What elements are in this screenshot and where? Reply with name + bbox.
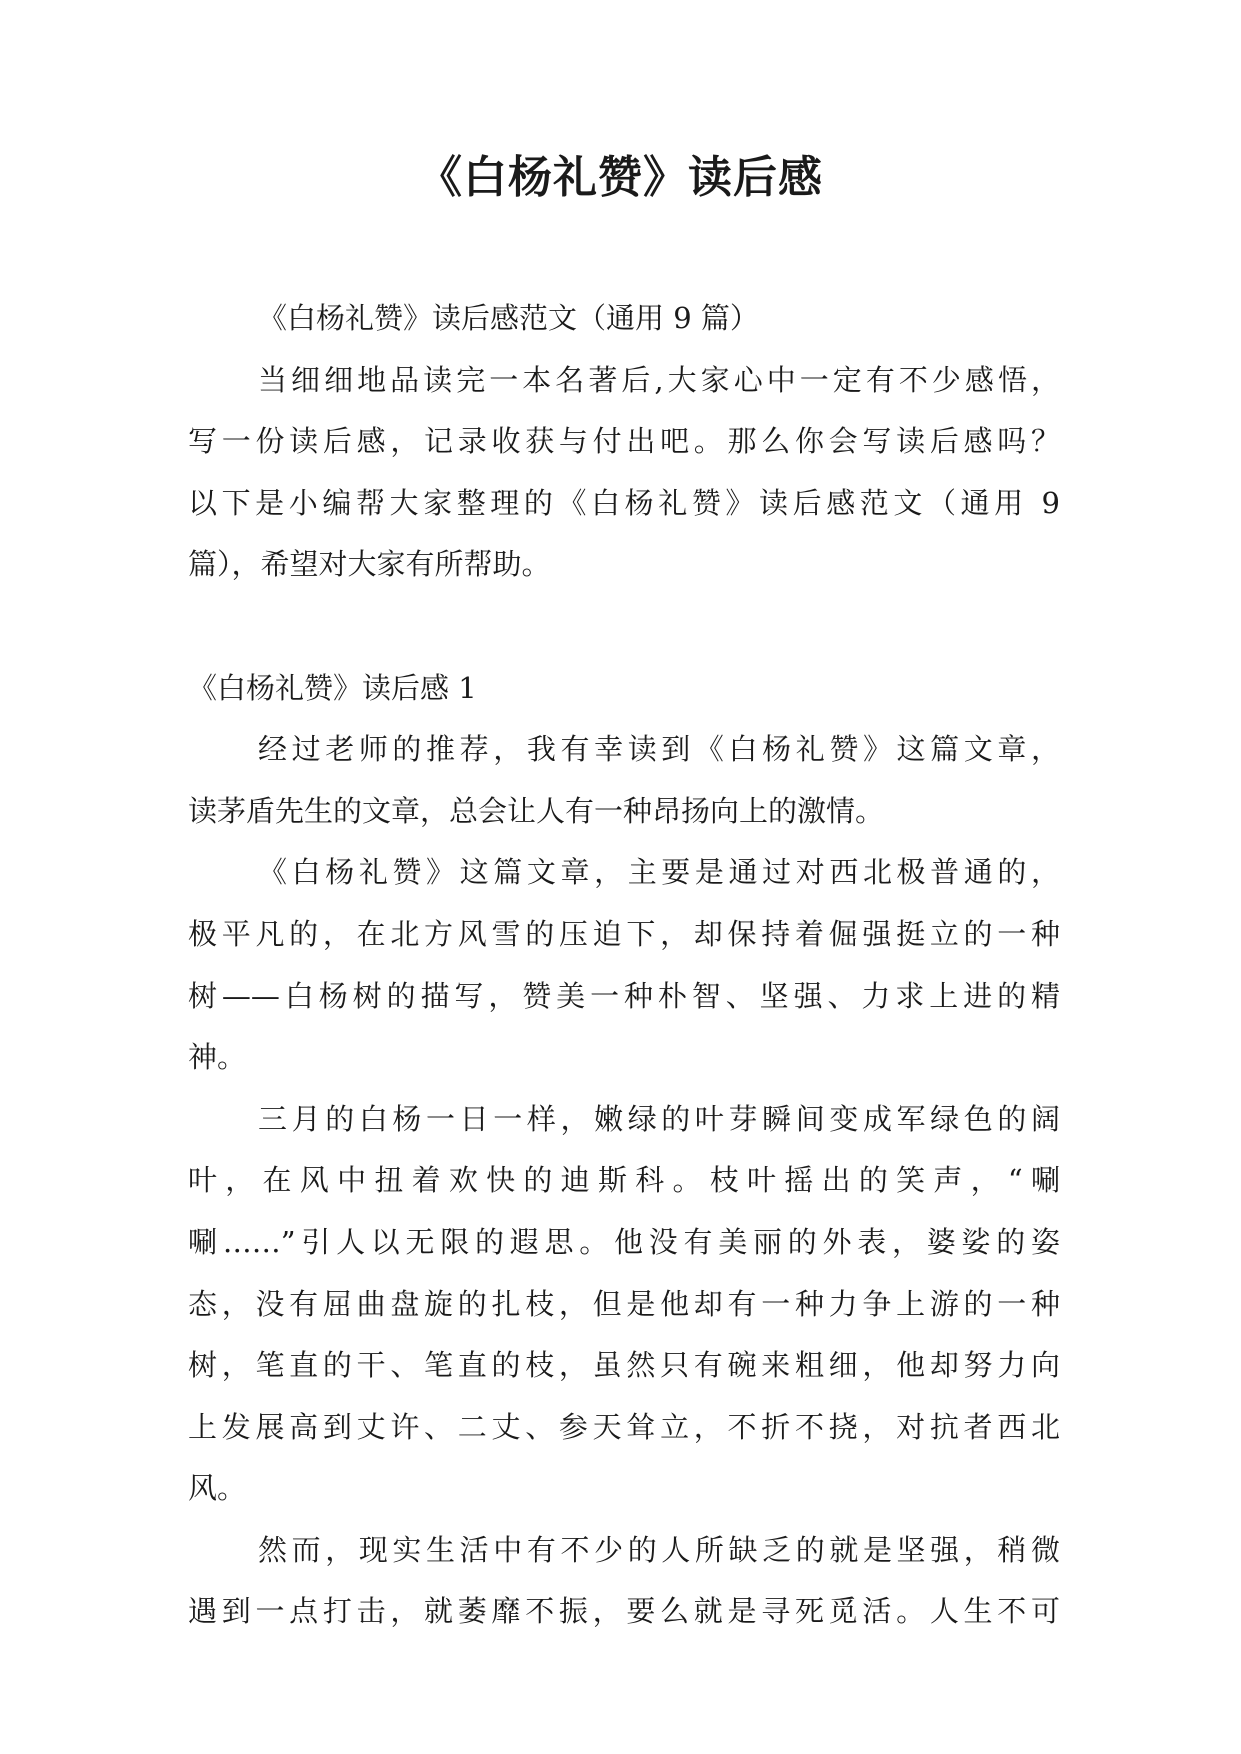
intro-line: 以下是小编帮大家整理的《白杨礼赞》读后感范文（通用 9: [188, 485, 1060, 520]
paragraph-line: 读茅盾先生的文章，总会让人有一种昂扬向上的激情。: [188, 793, 885, 828]
paragraph-line: 经过老师的推荐，我有幸读到《白杨礼赞》这篇文章，: [258, 732, 1060, 767]
paragraph-line: 上发展高到丈许、二丈、参天耸立，不折不挠，对抗者西北: [188, 1409, 1060, 1444]
paragraph-line: 神。: [188, 1040, 247, 1075]
paragraph-gap: [188, 596, 1060, 658]
paragraph-line: 然而，现实生活中有不少的人所缺乏的就是坚强，稍微: [258, 1532, 1060, 1567]
paragraph-line: 唰……”引人以无限的遐思。他没有美丽的外表，婆娑的姿: [188, 1224, 1060, 1259]
body-paragraph: [188, 842, 1060, 1088]
paragraph-line: 树——白杨树的描写，赞美一种朴智、坚强、力求上进的精: [188, 978, 1060, 1013]
document-body: [188, 288, 1060, 1643]
body-paragraph: [188, 719, 1060, 842]
body-paragraph: [188, 1089, 1060, 1520]
paragraph-line: 态，没有屈曲盘旋的扎枝，但是他却有一种力争上游的一种: [188, 1286, 1060, 1321]
intro-line: 写一份读后感，记录收获与付出吧。那么你会写读后感吗？: [188, 424, 1060, 459]
body-paragraph: [188, 1520, 1060, 1643]
document-title: 《白杨礼赞》读后感: [418, 152, 823, 203]
intro-paragraph: [188, 350, 1060, 596]
paragraph-line: 三月的白杨一日一样，嫩绿的叶芽瞬间变成军绿色的阔: [258, 1101, 1060, 1136]
paragraph-line: 遇到一点打击，就萎靡不振，要么就是寻死觅活。人生不可: [188, 1594, 1060, 1629]
intro-line: 篇），希望对大家有所帮助。: [188, 547, 551, 582]
section-heading: 《白杨礼赞》读后感 1: [188, 670, 477, 705]
paragraph-line: 风。: [188, 1471, 247, 1506]
paragraph-line: 《白杨礼赞》这篇文章，主要是通过对西北极普通的，: [258, 855, 1060, 890]
document-subtitle: 《白杨礼赞》读后感范文（通用 9 篇）: [258, 301, 759, 335]
intro-line: 当细细地品读完一本名著后,大家心中一定有不少感悟，: [258, 362, 1060, 397]
paragraph-line: 叶，在风中扭着欢快的迪斯科。枝叶摇出的笑声，“唰: [188, 1163, 1060, 1198]
paragraph-line: 极平凡的，在北方风雪的压迫下，却保持着倔强挺立的一种: [188, 916, 1060, 951]
paragraph-line: 树，笔直的干、笔直的枝，虽然只有碗来粗细，他却努力向: [188, 1348, 1060, 1383]
